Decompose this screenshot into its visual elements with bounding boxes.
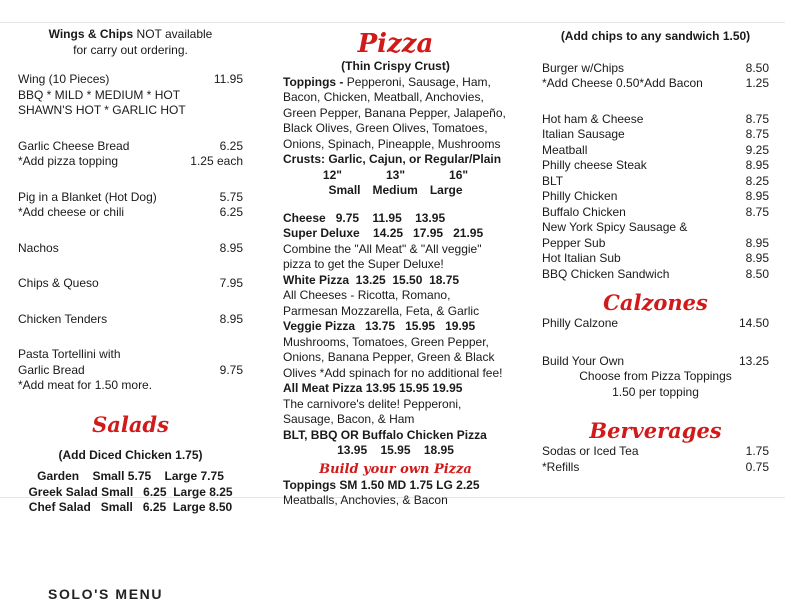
- menu-item-burger-add: *Add Cheese 0.50*Add Bacon 1.25: [542, 76, 769, 90]
- menu-image: [0, 22, 785, 514]
- menu-item-nachos: Nachos 8.95: [18, 240, 243, 255]
- menu-item-pasta: Garlic Bread 9.75: [18, 362, 243, 377]
- toppings-list: Toppings - Pepperoni, Sausage, Ham, Bacon, Chicken, Meatball, Anchovies, Green Pepper, Banana Pepper, Jalapeño, Black Olives, Green Olives, Tomatoes, Onions, Spinach, Pineapple, Mushrooms: [283, 74, 506, 151]
- crusts-line: Crusts: Garlic, Cajun, or Regular/Plain: [283, 152, 502, 166]
- pizza-veggie: Veggie Pizza 13.75 15.95 19.95: [283, 319, 476, 333]
- beverages-title: Berverages: [589, 418, 722, 443]
- wings-flavors: BBQ * MILD * MEDIUM * HOT: [18, 87, 181, 102]
- wings-flavors-2: SHAWN'S HOT * GARLIC HOT: [18, 103, 186, 117]
- pizza-blt: BLT, BBQ OR Buffalo Chicken Pizza: [283, 427, 487, 442]
- pizza-super-deluxe: Super Deluxe 14.25 17.95 21.95: [283, 226, 484, 240]
- pizza-cheese: Cheese 9.75 11.95 13.95: [283, 210, 446, 225]
- calzone-note-2: 1.50 per topping: [612, 384, 699, 399]
- menu-column-appetizers: [18, 27, 243, 516]
- sandwich-row: BLT 8.25: [542, 173, 769, 188]
- sandwich-row: Meatball 9.25: [542, 142, 769, 157]
- menu-column-sandwiches: [542, 29, 769, 475]
- pizza-veggie-desc: Mushrooms, Tomatoes, Green Pepper, Onions, Banana Pepper, Green & Black Olives *Add spinach for no additional fee!: [283, 334, 503, 380]
- sandwich-ny-spicy: Pepper Sub 8.95: [542, 235, 769, 250]
- pizza-super-desc: Combine the "All Meat" & "All veggie" pizza to get the Super Deluxe!: [283, 241, 482, 271]
- salad-garden: Garden Small 5.75 Large 7.75: [37, 469, 224, 483]
- sandwich-row: Philly cheese Steak 8.95: [542, 158, 769, 172]
- salad-chef: Chef Salad Small 6.25 Large 8.50: [28, 500, 233, 514]
- pizza-sizes: Small Medium Large: [328, 183, 463, 197]
- pizza-all-meat-desc: The carnivore's delite! Pepperoni, Sausage, Bacon, & Ham: [283, 396, 462, 426]
- build-pizza-desc: Meatballs, Anchovies, & Bacon: [283, 493, 448, 507]
- menu-item-pig-blanket: Pig in a Blanket (Hot Dog) 5.75: [18, 189, 243, 204]
- menu-item-garlic-add: *Add pizza topping 1.25 each: [18, 154, 243, 168]
- crust-note: (Thin Crispy Crust): [341, 59, 450, 73]
- build-pizza-title: Build your own Pizza: [319, 461, 472, 477]
- sandwich-hot-italian: Hot Italian Sub 8.95: [542, 251, 769, 265]
- pizza-sizes-inches: 12" 13" 16": [322, 167, 469, 182]
- pizza-all-meat: All Meat Pizza 13.95 15.95 19.95: [283, 381, 463, 395]
- pizza-white-desc: All Cheeses - Ricotta, Romano, Parmesan Mozzarella, Feta, & Garlic: [283, 288, 480, 318]
- menu-item-chips-queso: Chips & Queso 7.95: [18, 276, 243, 290]
- menu-item-garlic-bread: Garlic Cheese Bread 6.25: [18, 138, 243, 153]
- calzones-title: Calzones: [603, 290, 708, 315]
- sandwich-row: Hot ham & Cheese 8.75: [542, 111, 769, 126]
- sandwich-row: Italian Sausage 8.75: [542, 127, 769, 141]
- sandwich-ny-spicy-line1: New York Spicy Sausage &: [542, 220, 688, 234]
- menu-item-wings: Wing (10 Pieces) 11.95: [18, 72, 243, 86]
- calzone-philly: Philly Calzone 14.50: [542, 316, 769, 330]
- calzone-build: Build Your Own 13.25: [542, 353, 769, 368]
- build-pizza-toppings: Toppings SM 1.50 MD 1.75 LG 2.25: [283, 477, 480, 492]
- wings-note-rest: NOT available: [136, 27, 213, 41]
- pizza-title: Pizza: [357, 29, 434, 59]
- salads-title: Salads: [92, 411, 169, 437]
- sandwich-bbq-chicken: BBQ Chicken Sandwich 8.50: [542, 266, 769, 281]
- salads-note: (Add Diced Chicken 1.75): [58, 447, 203, 462]
- sandwich-row: Buffalo Chicken 8.75: [542, 204, 769, 219]
- wings-note-line2: for carry out ordering.: [73, 42, 188, 57]
- beverage-refills: *Refills 0.75: [542, 459, 769, 474]
- sandwich-row: Philly Chicken 8.95: [542, 189, 769, 203]
- menu-item-pig-add: *Add cheese or chili 6.25: [18, 205, 243, 219]
- pizza-white: White Pizza 13.25 15.50 18.75: [283, 272, 460, 287]
- calzone-note-1: Choose from Pizza Toppings: [579, 369, 732, 383]
- chips-note: (Add chips to any sandwich 1.50): [560, 29, 751, 43]
- image-caption: SOLO'S MENU: [48, 586, 164, 602]
- salad-greek: Greek Salad Small 6.25 Large 8.25: [28, 484, 233, 499]
- menu-item-pasta-line1: Pasta Tortellini with: [18, 347, 121, 361]
- wings-note: [18, 27, 243, 58]
- menu-column-pizza: [283, 29, 508, 509]
- pizza-blt-prices: 13.95 15.95 18.95: [337, 443, 454, 457]
- wings-note-bold: Wings & Chips: [48, 27, 134, 41]
- menu-item-burger: Burger w/Chips 8.50: [542, 60, 769, 75]
- beverage-sodas: Sodas or Iced Tea 1.75: [542, 444, 769, 458]
- menu-item-chicken-tenders: Chicken Tenders 8.95: [18, 311, 243, 326]
- pasta-note: *Add meat for 1.50 more.: [18, 378, 153, 392]
